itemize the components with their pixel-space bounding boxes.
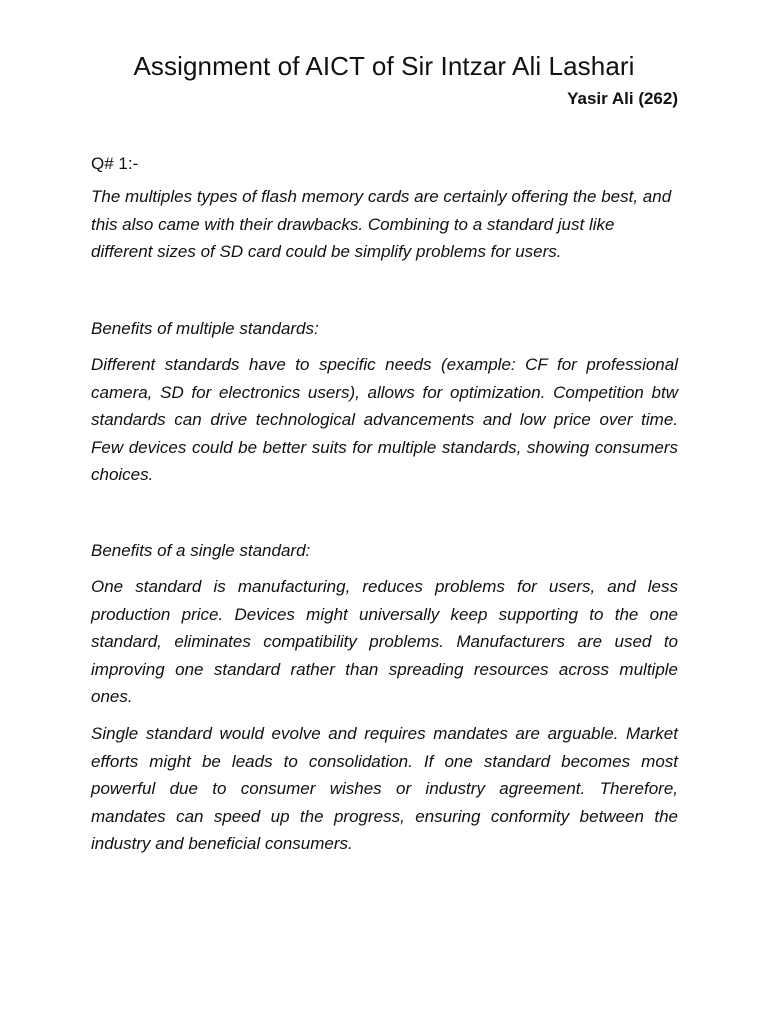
author-name: Yasir Ali (262) bbox=[567, 89, 678, 108]
single-standard-paragraph-1: One standard is manufacturing, reduces problems for users, and less production price. Devices might universally keep supporting to the one standard, eliminates compatibility problems. Manufacturers are used to improving one standard rather than spreading resources across multiple ones. bbox=[91, 577, 678, 706]
single-standard-heading: Benefits of a single standard: bbox=[91, 541, 311, 560]
multiple-standards-heading: Benefits of multiple standards: bbox=[91, 319, 319, 338]
multiple-standards-paragraph: Different standards have to specific needs (example: CF for professional camera, SD for electronics users), allows for optimization. Competition btw standards can drive technological advancements and low price over time. Few devices could be better suits for multiple standards, showing consumers choices. bbox=[91, 355, 678, 484]
intro-paragraph: The multiples types of flash memory cards are certainly offering the best, and this also came with their drawbacks. Combining to a standard just like different sizes of SD card could be simplify problems for users. bbox=[91, 187, 672, 261]
single-standard-paragraph-2: Single standard would evolve and requires mandates are arguable. Market efforts might be leads to consolidation. If one standard becomes most powerful due to consumer wishes or industry agreement. Therefore, mandates can speed up the progress, ensuring conformity between the industry and beneficial consumers. bbox=[91, 724, 678, 853]
document-title: Assignment of AICT of Sir Intzar Ali Lashari bbox=[133, 51, 635, 81]
question-label: Q# 1:- bbox=[91, 154, 139, 173]
